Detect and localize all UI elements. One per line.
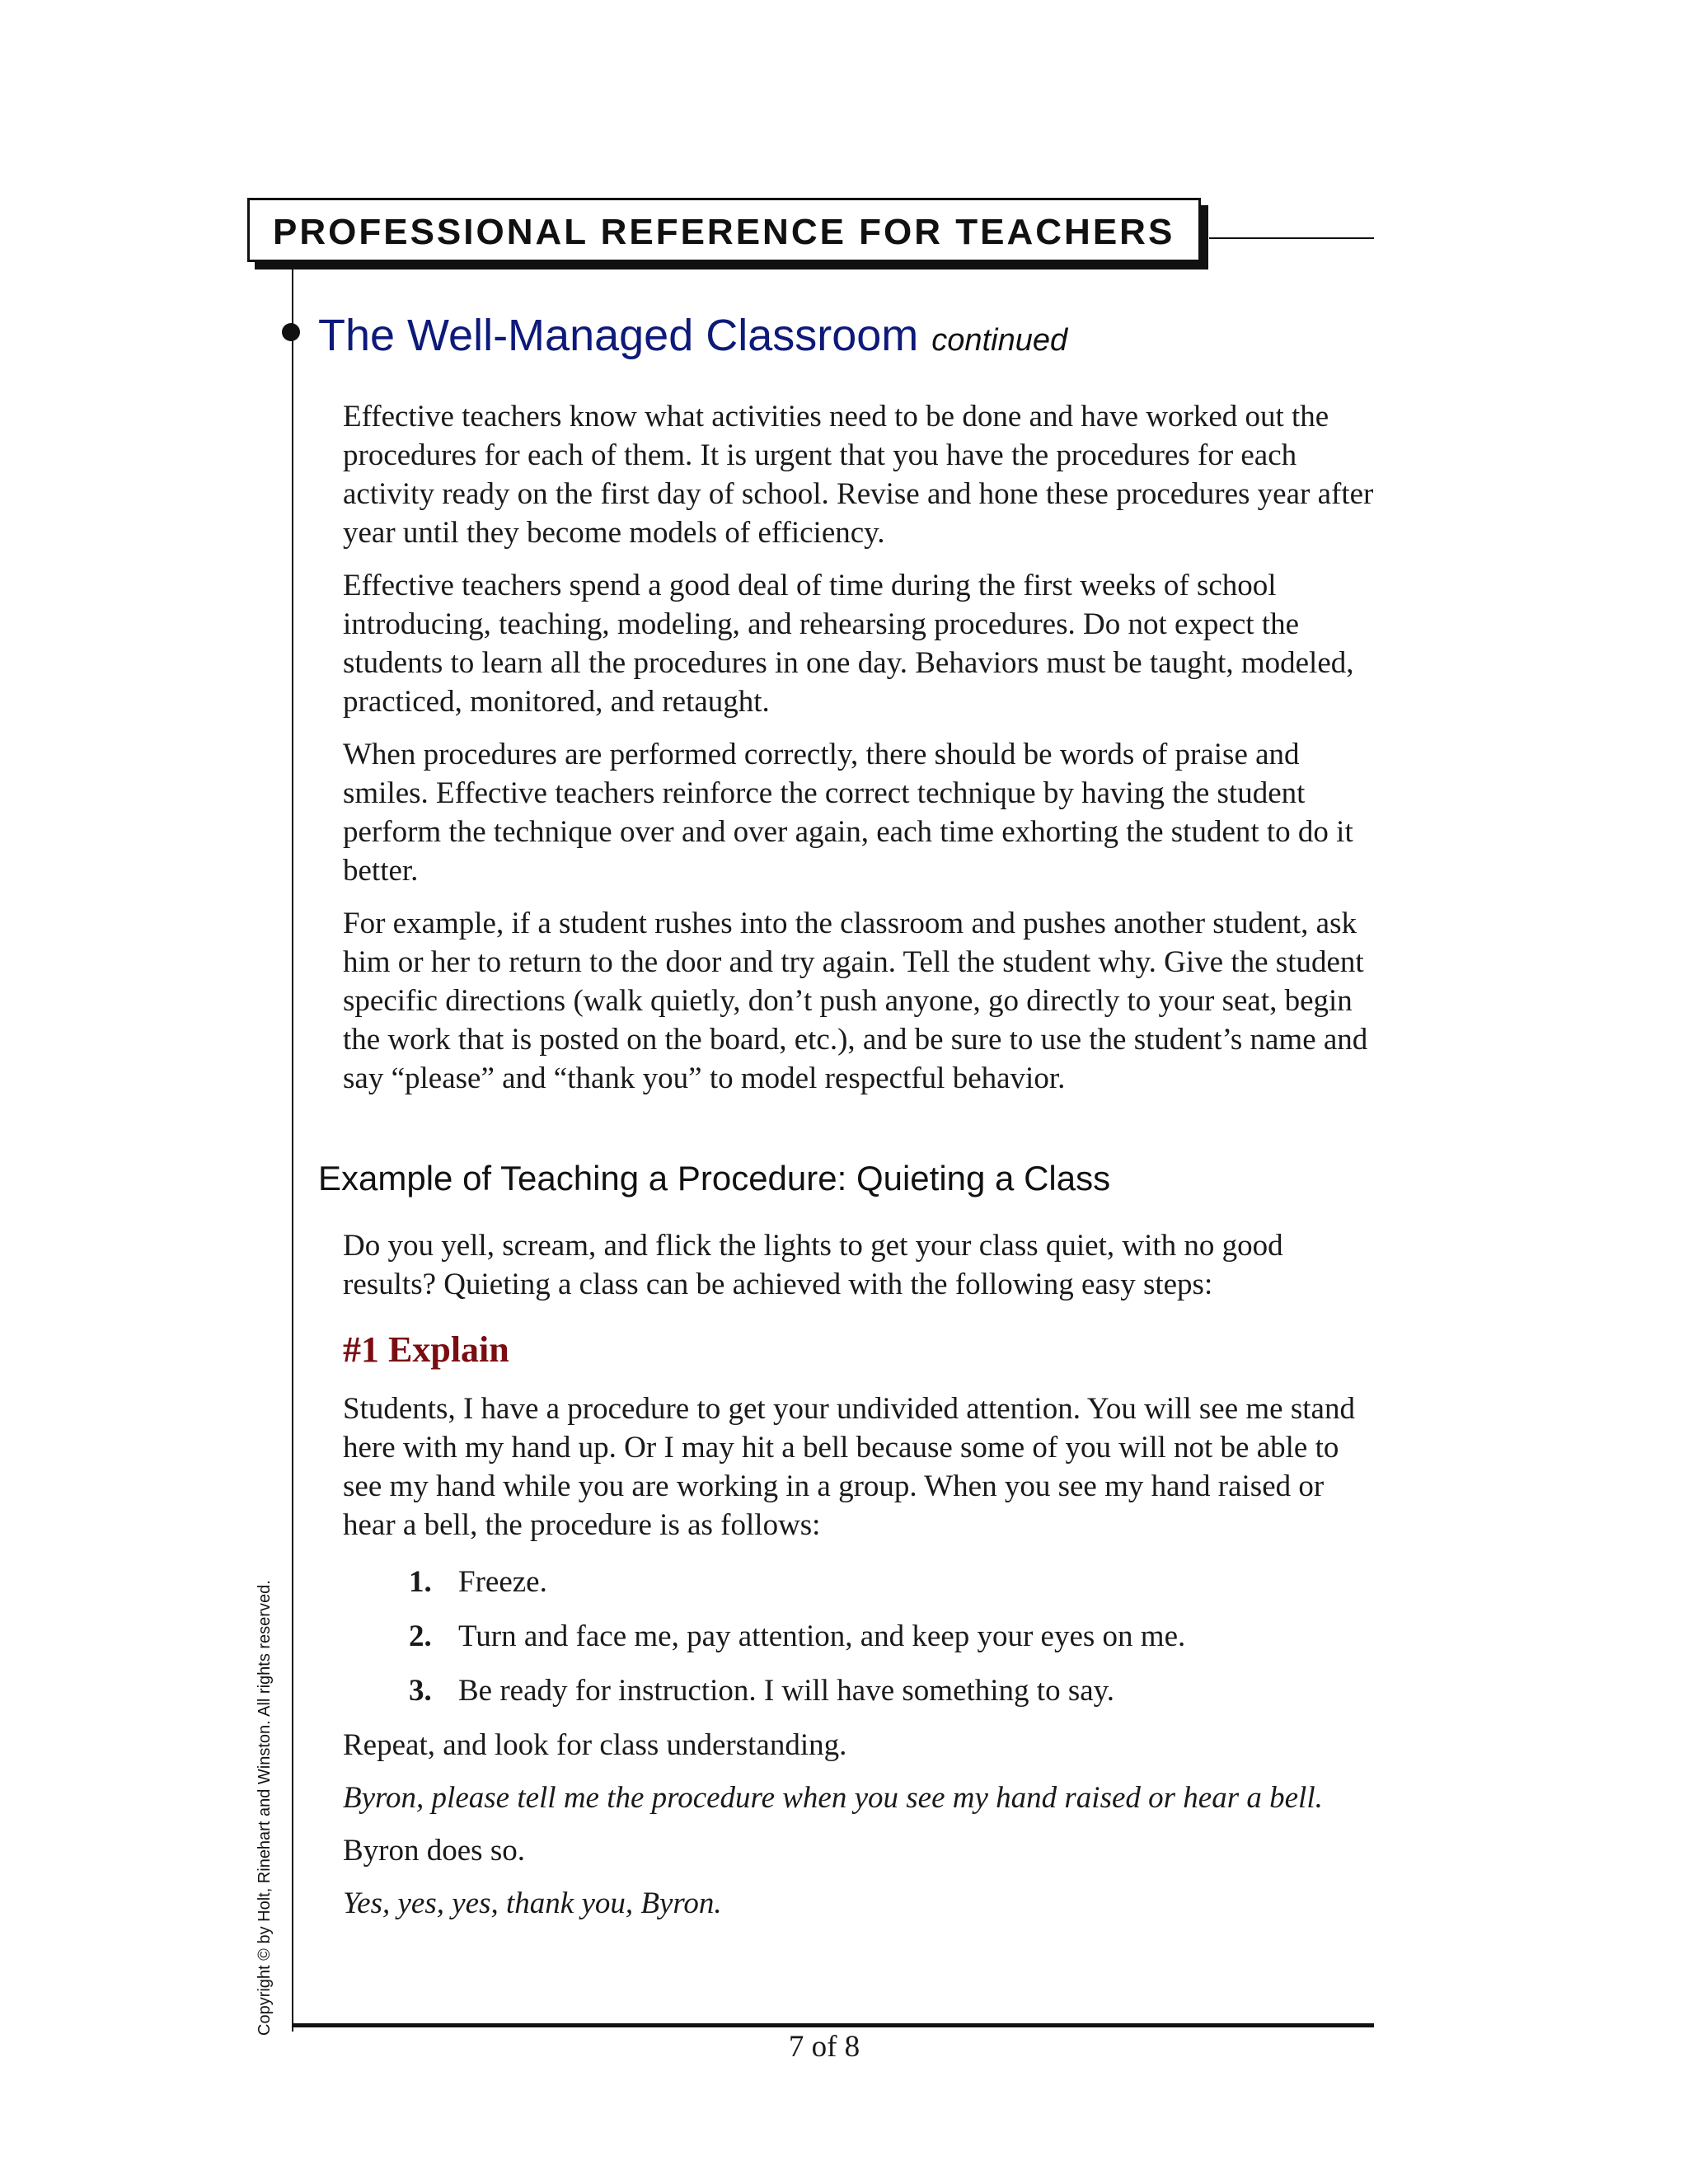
list-item-number: 2. <box>409 1619 432 1653</box>
list-item <box>409 1671 1315 1726</box>
section-header-box <box>247 198 1201 262</box>
step-1-text: Students, I have a procedure to get your undivided attention. You will see me stand here with my hand up. Or I may hit a bell because some of you will not be able to see my hand while you are working in a group. When you see my hand raised or hear a bell, the procedure is as follows: <box>343 1392 1355 1542</box>
dialogue-block <box>343 1726 1381 1937</box>
list-item-text: Freeze. <box>458 1565 547 1599</box>
footer-rule <box>293 2023 1374 2027</box>
dialogue-line-4: Yes, yes, yes, thank you, Byron. <box>343 1886 722 1920</box>
bullet-dot-icon <box>282 323 300 341</box>
dialogue-line-3: Byron does so. <box>343 1834 525 1868</box>
intro-text-block <box>343 397 1381 1112</box>
list-item-text: Be ready for instruction. I will have something to say. <box>458 1674 1115 1708</box>
step-1-text-block <box>343 1390 1381 1558</box>
intro-paragraph-3: When procedures are performed correctly, there should be words of praise and smiles. Effective teachers reinforce the correct technique by having the student perform the technique over and over again, each time exhorting the student to do it better. <box>343 738 1353 888</box>
list-item-text: Turn and face me, pay attention, and keep your eyes on me. <box>458 1619 1186 1653</box>
dialogue-line-2: Byron, please tell me the procedure when you see my hand raised or hear a bell. <box>343 1781 1323 1815</box>
copyright-notice: Copyright © by Holt, Rinehart and Winston. All rights reserved. <box>256 1580 274 2036</box>
page-title: The Well-Managed Classroom <box>318 311 919 360</box>
list-item <box>409 1617 1315 1671</box>
step-1-heading: #1 Explain <box>343 1329 509 1370</box>
procedure-list <box>409 1563 1315 1726</box>
intro-paragraph-2: Effective teachers spend a good deal of time during the first weeks of school introducing, teaching, modeling, and rehearsing procedures. Do not expect the students to learn all the procedures in one day. Behaviors must be taught, modeled, practiced, monitored, and retaught. <box>343 569 1354 719</box>
left-margin-rule <box>292 268 293 2032</box>
intro-paragraph-4: For example, if a student rushes into the classroom and pushes another student, ask him or her to return to the door and try again. Tell the student why. Give the student specific directions (walk quietly, don’t push anyone, go directly to your seat, begin the work that is posted on the board, etc.), and be sure to use the student’s name and say “please” and “thank you” to model respectful behavior. <box>343 907 1368 1095</box>
header-rule <box>1209 237 1374 239</box>
list-item-number: 1. <box>409 1565 432 1599</box>
page-title-row <box>318 310 1067 361</box>
example-intro-text: Do you yell, scream, and flick the lights to get your class quiet, with no good results? Quieting a class can be achieved with the following easy steps: <box>343 1229 1283 1301</box>
dialogue-line-1: Repeat, and look for class understanding. <box>343 1728 847 1762</box>
page-number: 7 of 8 <box>788 2030 860 2064</box>
list-item-number: 3. <box>409 1674 432 1708</box>
example-intro-block <box>343 1226 1381 1318</box>
list-item <box>409 1563 1315 1617</box>
intro-paragraph-1: Effective teachers know what activities need to be done and have worked out the procedures for each of them. It is urgent that you have the procedures for each activity ready on the first day of school. Revise and hone these procedures year after year until they become models of efficiency. <box>343 400 1374 550</box>
example-heading: Example of Teaching a Procedure: Quieting a Class <box>318 1159 1111 1197</box>
section-header-label: PROFESSIONAL REFERENCE FOR TEACHERS <box>273 212 1175 252</box>
title-continued-label: continued <box>931 323 1068 358</box>
